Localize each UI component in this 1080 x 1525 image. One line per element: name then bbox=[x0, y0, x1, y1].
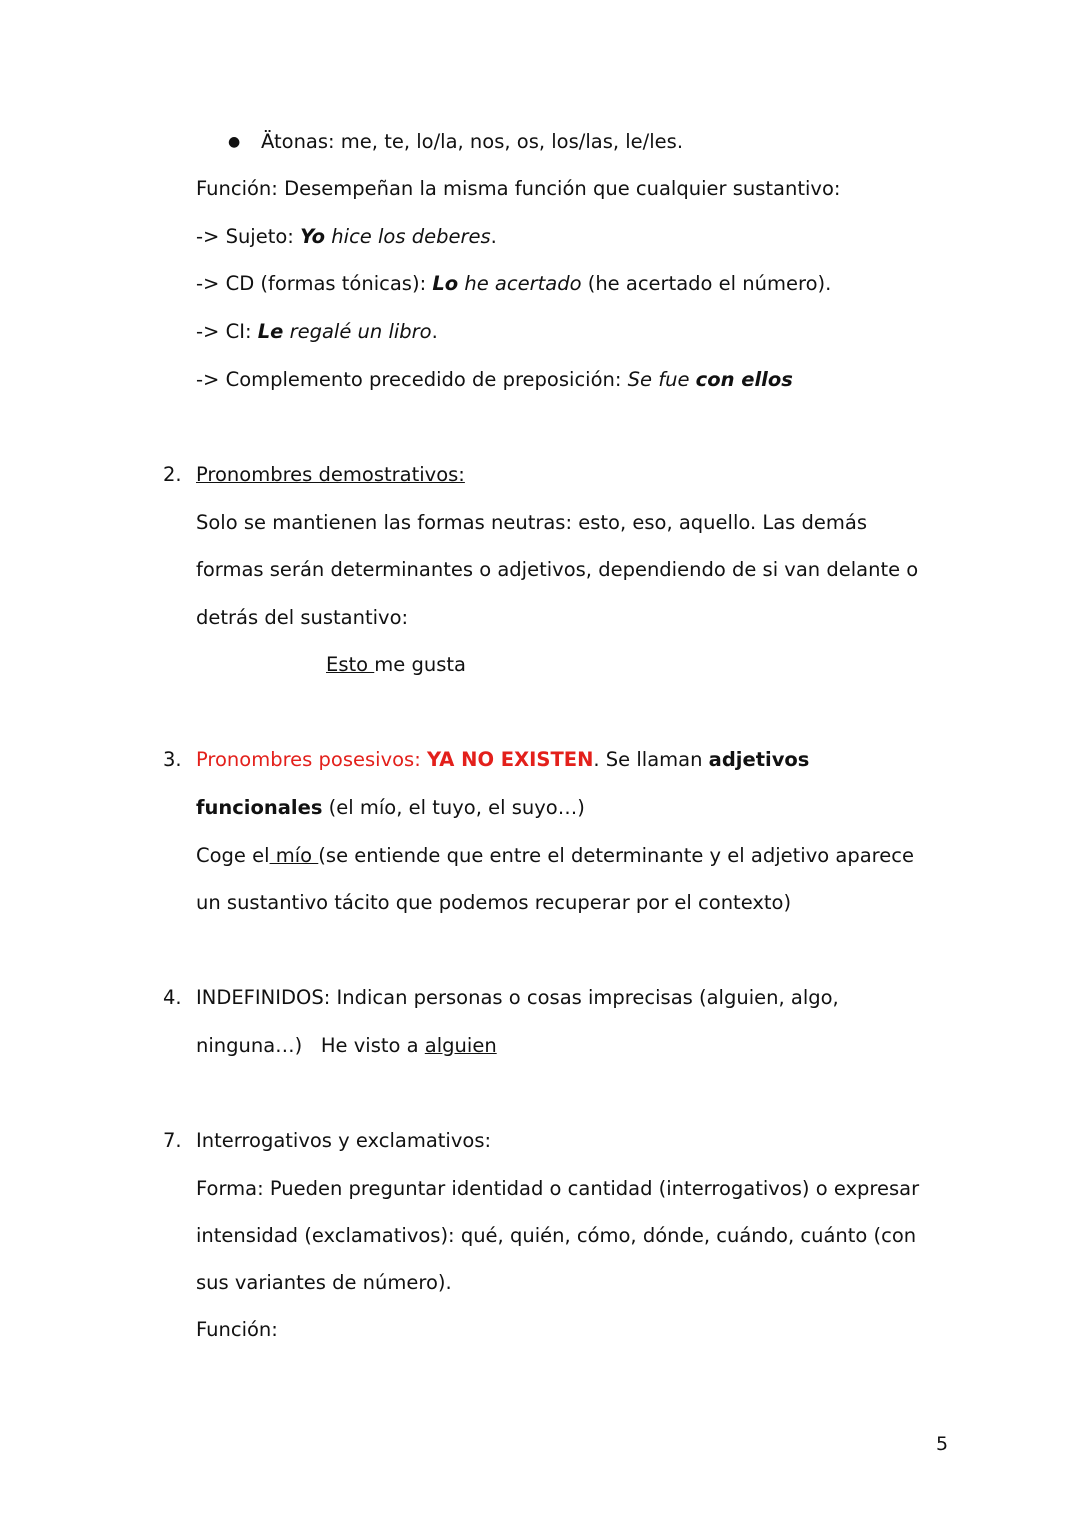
cd-line bbox=[196, 271, 831, 297]
list-number: 3. bbox=[163, 748, 182, 771]
text: Se fue bbox=[627, 368, 696, 391]
page-number: 5 bbox=[936, 1433, 949, 1455]
funcion-line: Función: Desempeñan la misma función que cualquier sustantivo: bbox=[196, 177, 841, 200]
text: hice los deberes bbox=[325, 225, 491, 248]
example-line bbox=[326, 652, 466, 678]
ci-line bbox=[196, 319, 438, 345]
text: (el mío, el tuyo, el suyo…) bbox=[322, 796, 585, 819]
paragraph-line: Función: bbox=[196, 1318, 278, 1341]
paragraph-line: formas serán determinantes o adjetivos, dependiendo de si van delante o bbox=[196, 558, 919, 581]
list-number: 2. bbox=[163, 463, 182, 486]
complemento-line bbox=[196, 367, 793, 393]
text: . bbox=[490, 225, 497, 248]
paragraph-line: un sustantivo tácito que podemos recuperar por el contexto) bbox=[196, 891, 792, 914]
list-number: 7. bbox=[163, 1129, 182, 1152]
list-number: 4. bbox=[163, 986, 182, 1009]
text: (se entiende que entre el determinante y el adjetivo aparece bbox=[318, 844, 914, 867]
paragraph-line bbox=[196, 795, 585, 821]
text: -> CI: bbox=[196, 320, 258, 343]
text: Yo bbox=[300, 225, 326, 248]
text: regalé un libro bbox=[283, 320, 432, 343]
paragraph-line: detrás del sustantivo: bbox=[196, 606, 409, 629]
section-heading: INDEFINIDOS: Indican personas o cosas imprecisas (alguien, algo, bbox=[196, 986, 839, 1009]
text: YA NO EXISTEN bbox=[426, 748, 594, 771]
text: -> CD (formas tónicas): bbox=[196, 272, 433, 295]
paragraph-line: Forma: Pueden preguntar identidad o cantidad (interrogativos) o expresar bbox=[196, 1177, 920, 1200]
text: he acertado bbox=[458, 272, 582, 295]
paragraph-line: sus variantes de número). bbox=[196, 1271, 452, 1294]
text: alguien bbox=[424, 1034, 497, 1057]
section-heading: Interrogativos y exclamativos: bbox=[196, 1129, 492, 1152]
section-heading bbox=[196, 747, 809, 773]
text: Le bbox=[257, 320, 284, 343]
text: con ellos bbox=[695, 368, 793, 391]
text: Pronombres posesivos: bbox=[196, 748, 427, 771]
bullet-icon: ● bbox=[228, 134, 241, 150]
text: mío bbox=[269, 844, 319, 867]
paragraph-line: intensidad (exclamativos): qué, quién, cómo, dónde, cuándo, cuánto (con bbox=[196, 1224, 917, 1247]
text: adjetivos bbox=[708, 748, 810, 771]
sujeto-line bbox=[196, 224, 497, 250]
example-line bbox=[196, 843, 914, 869]
text: -> Complemento precedido de preposición: bbox=[196, 368, 628, 391]
text: . Se llaman bbox=[593, 748, 709, 771]
text: ninguna…) He visto a bbox=[196, 1034, 425, 1057]
section-heading: Pronombres demostrativos: bbox=[196, 463, 465, 486]
paragraph-line bbox=[196, 1033, 497, 1059]
text: (he acertado el número). bbox=[581, 272, 832, 295]
text: Coge el bbox=[196, 844, 270, 867]
text: . bbox=[431, 320, 438, 343]
text: Lo bbox=[432, 272, 459, 295]
paragraph-line: Solo se mantienen las formas neutras: esto, eso, aquello. Las demás bbox=[196, 511, 868, 534]
text: me gusta bbox=[374, 653, 466, 676]
atonas-line: Ätonas: me, te, lo/la, nos, os, los/las, le/les. bbox=[261, 130, 684, 153]
text: Esto bbox=[326, 653, 375, 676]
text: funcionales bbox=[196, 796, 323, 819]
text: -> Sujeto: bbox=[196, 225, 301, 248]
